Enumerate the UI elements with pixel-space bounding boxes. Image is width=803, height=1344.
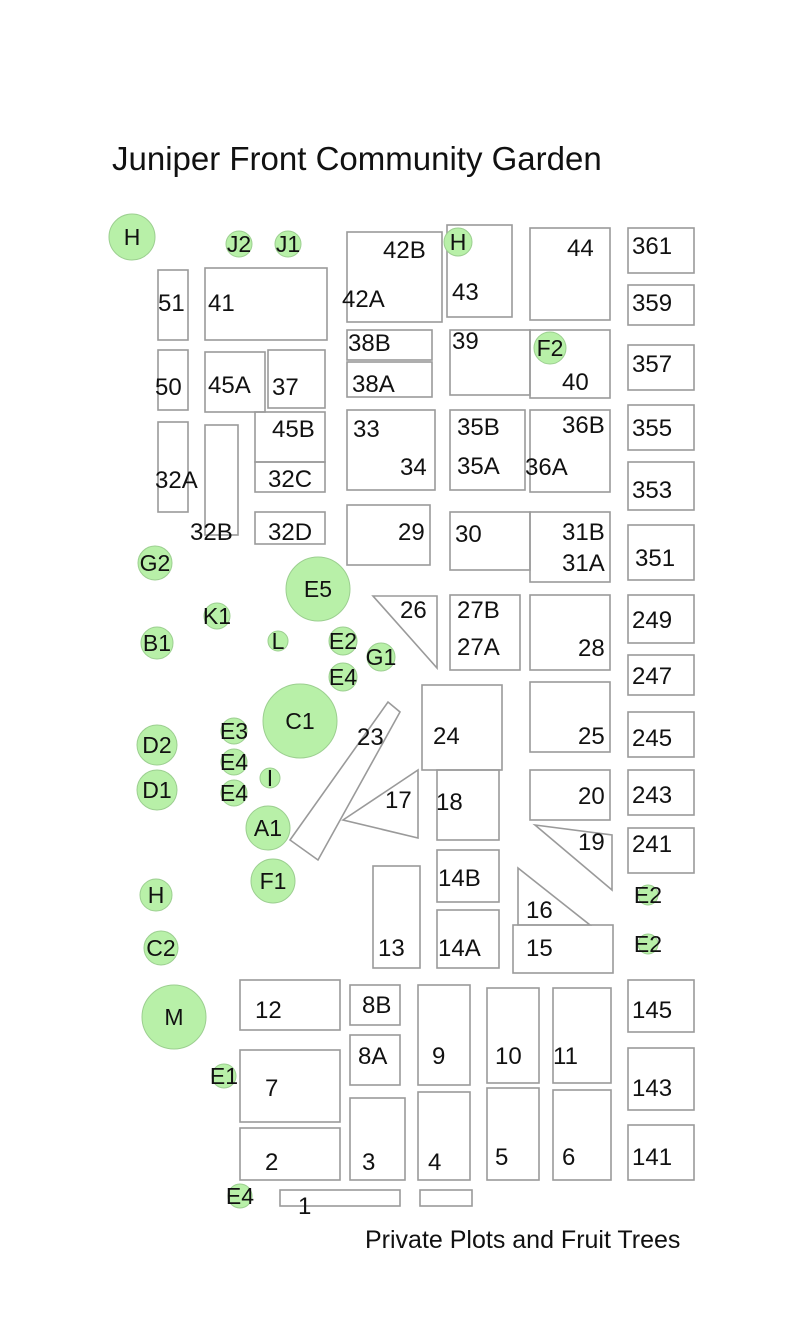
tree-label: M <box>164 1004 184 1030</box>
fruit-tree <box>137 725 177 765</box>
plot-label: 9 <box>432 1043 446 1070</box>
plot-label: 39 <box>452 328 479 355</box>
plot-label: 15 <box>526 935 553 962</box>
plot-label: 8A <box>358 1043 388 1070</box>
fruit-tree <box>275 231 301 257</box>
plot-label: 32D <box>268 519 313 546</box>
plot-label: 359 <box>632 290 673 317</box>
fruit-tree <box>366 643 397 671</box>
plot-label: 14A <box>438 935 481 962</box>
tree-label: C2 <box>146 935 176 961</box>
fruit-tree <box>109 214 155 260</box>
fruit-tree <box>246 806 290 850</box>
plot-label: 3 <box>362 1149 376 1176</box>
plot-label: 19 <box>578 829 605 856</box>
tree-label: J2 <box>226 231 252 257</box>
plot-label: 34 <box>400 454 427 481</box>
tree-label: H <box>449 229 467 255</box>
plot-label: 27A <box>457 634 500 661</box>
plot-outline <box>240 1050 340 1122</box>
plot-label: 13 <box>378 935 405 962</box>
fruit-tree <box>141 627 173 659</box>
tree-label: K1 <box>202 603 232 629</box>
fruit-tree <box>263 684 337 758</box>
plot-label: 11 <box>553 1043 578 1070</box>
plot-label: 41 <box>208 290 235 317</box>
fruit-tree <box>260 765 280 791</box>
plot-label: 241 <box>632 831 673 858</box>
plot-label: 4 <box>428 1149 442 1176</box>
plot-label: 1 <box>298 1193 312 1220</box>
plot-label: 27B <box>457 597 500 624</box>
tree-label: E4 <box>219 780 249 806</box>
tree-label: E2 <box>328 628 358 654</box>
plot-label: 32B <box>190 519 233 546</box>
plot-label: 31A <box>562 550 605 577</box>
plot-label: 247 <box>632 663 673 690</box>
plot-label: 6 <box>562 1144 576 1171</box>
plot-label: 36B <box>562 412 605 439</box>
tree-label: J1 <box>275 231 301 257</box>
plot-label: 23 <box>357 724 384 751</box>
fruit-tree <box>210 1063 238 1089</box>
plot-label: 40 <box>562 369 589 396</box>
plot-label: 35B <box>457 414 500 441</box>
fruit-tree <box>138 546 172 580</box>
plot-label: 35A <box>457 453 500 480</box>
plot-label: 42A <box>342 286 385 313</box>
plot-label: 243 <box>632 782 673 809</box>
plot-label: 32A <box>155 467 198 494</box>
plot-label: 28 <box>578 635 605 662</box>
plot-label: 44 <box>567 235 594 262</box>
plot-label: 14B <box>438 865 481 892</box>
fruit-tree <box>444 228 472 256</box>
fruit-tree <box>203 603 231 629</box>
fruit-tree <box>286 557 350 621</box>
tree-label: G2 <box>139 550 171 576</box>
fruit-tree <box>226 1183 254 1209</box>
plot-label: 43 <box>452 279 479 306</box>
plot-label: 16 <box>526 897 553 924</box>
plot-label: 141 <box>632 1144 673 1171</box>
tree-label: C1 <box>285 708 315 734</box>
tree-label: E4 <box>225 1183 255 1209</box>
plot-label: 8B <box>362 992 392 1019</box>
fruit-tree <box>634 882 662 908</box>
plot-label: 45B <box>272 416 315 443</box>
plot-label: 2 <box>265 1149 279 1176</box>
plot-label: 37 <box>272 374 299 401</box>
tree-label: I <box>266 765 274 791</box>
fruit-tree <box>220 749 248 775</box>
plot-label: 351 <box>635 545 676 572</box>
fruit-tree <box>220 780 248 806</box>
plot-outline <box>350 1098 405 1180</box>
fruit-tree <box>634 931 662 957</box>
plot-outline <box>240 1128 340 1180</box>
plot-label: 20 <box>578 783 605 810</box>
plot-label: 25 <box>578 723 605 750</box>
fruit-tree <box>329 627 357 655</box>
plot-label: 31B <box>562 519 605 546</box>
plot-label: 12 <box>255 997 282 1024</box>
plot-label: 353 <box>632 477 673 504</box>
fruit-tree <box>140 879 172 911</box>
tree-label: E2 <box>633 882 663 908</box>
tree-label: H <box>123 224 141 250</box>
tree-label: E1 <box>209 1063 239 1089</box>
tree-label: E4 <box>219 749 249 775</box>
plot-label: 143 <box>632 1075 673 1102</box>
tree-label: E2 <box>633 931 663 957</box>
plot-label: 42B <box>383 237 426 264</box>
fruit-tree <box>251 859 295 903</box>
plot-label: 245 <box>632 725 673 752</box>
plot-outline <box>418 1092 470 1180</box>
plot-label: 249 <box>632 607 673 634</box>
plot-label: 361 <box>632 233 673 260</box>
plot-label: 5 <box>495 1144 509 1171</box>
plot-label: 24 <box>433 723 460 750</box>
fruit-tree <box>329 663 357 691</box>
fruit-tree <box>226 231 252 257</box>
fruit-tree <box>534 332 566 364</box>
tree-label: B1 <box>142 630 172 656</box>
plot-label: 357 <box>632 351 673 378</box>
tree-label: G1 <box>365 644 397 670</box>
plot-outline <box>420 1190 472 1206</box>
map-caption: Private Plots and Fruit Trees <box>365 1226 681 1254</box>
fruit-tree <box>137 770 177 810</box>
plot-label: 7 <box>265 1075 279 1102</box>
tree-label: E5 <box>303 576 333 602</box>
fruit-tree <box>268 628 288 654</box>
plot-label: 26 <box>400 597 427 624</box>
fruit-tree <box>142 985 206 1049</box>
tree-label: F2 <box>536 335 564 361</box>
plot-label: 36A <box>525 454 568 481</box>
plot-label: 145 <box>632 997 673 1024</box>
plot-label: 355 <box>632 415 673 442</box>
tree-label: F1 <box>259 868 287 894</box>
map-title: Juniper Front Community Garden <box>112 140 602 177</box>
fruit-tree <box>220 718 248 744</box>
tree-label: L <box>271 628 285 654</box>
plot-label: 51 <box>158 290 185 317</box>
plot-label: 10 <box>495 1043 522 1070</box>
plot-label: 50 <box>155 374 182 401</box>
tree-label: E4 <box>328 664 358 690</box>
plot-label: 29 <box>398 519 425 546</box>
plot-label: 32C <box>268 466 313 493</box>
tree-label: H <box>147 882 165 908</box>
plot-label: 38B <box>348 330 391 357</box>
tree-label: A1 <box>253 815 283 841</box>
plot-outline <box>418 985 470 1085</box>
plot-label: 33 <box>353 416 380 443</box>
tree-label: E3 <box>219 718 249 744</box>
plot-label: 30 <box>455 521 482 548</box>
plot-label: 38A <box>352 371 395 398</box>
plot-label: 18 <box>436 789 463 816</box>
plot-label: 45A <box>208 372 251 399</box>
plot-label: 17 <box>385 787 412 814</box>
tree-label: D2 <box>142 732 172 758</box>
tree-label: D1 <box>142 777 172 803</box>
fruit-tree <box>144 931 178 965</box>
